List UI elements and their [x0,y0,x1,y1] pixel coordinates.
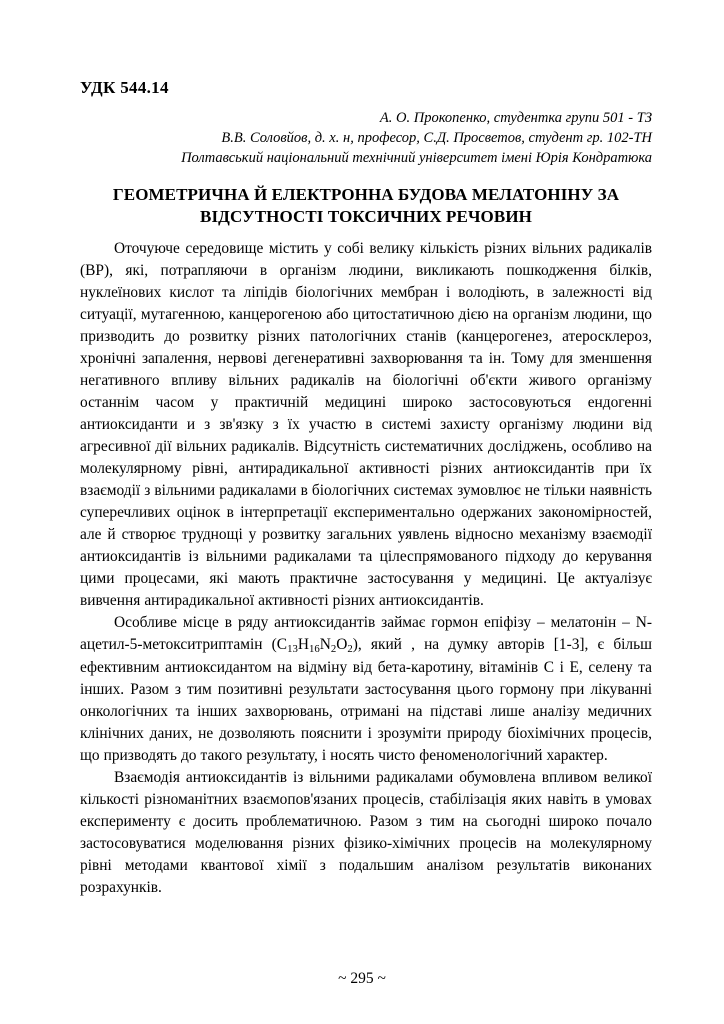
page-title: ГЕОМЕТРИЧНА Й ЕЛЕКТРОННА БУДОВА МЕЛАТОНІНУ ЗА ВІДСУТНОСТІ ТОКСИЧНИХ РЕЧОВИН [112,185,620,226]
affiliation-line: Полтавський національний технічний університет імені Юрія Кондратюка [181,150,652,166]
authors-block [80,108,652,168]
author-line-1: А. О. Прокопенко, студентка групи 501 - ТЗ [379,110,652,126]
page-number: ~ 295 ~ [338,970,386,987]
paragraph-2-part-b: , який , на думку авторів [1-3], є більш ефективним антиоксидантом на відміну від бета-каротину, вітамінів С і Е, селену та інших. Разом з тим позитивні результати застосування цього гормону при лікуванні онкологічних та інших захворювань, отримані на підставі лише аналізу медичних клінічних даних, не дозволяють пояснити і зрозуміти природу біохімічних процесів, що призводять до такого результату, і носять чисто феноменологічний характер. [80,635,652,765]
chemical-formula: $(C_{13}H_{16}N_2O_2)$ [271,635,358,655]
paragraph-2 [80,612,652,768]
author-line-2: В.В. Соловйов, д. х. н, професор, С.Д. Просветов, студент гр. 102-ТН [221,130,652,146]
paragraph-3: Взаємодія антиоксидантів із вільними радикалами обумовлена впливом великої кількості різноманітних взаємопов'язаних процесів, стабілізація яких навіть в умовах експерименту є досить проблематичною. Разом з тим на сьогодні широко почало застосовуватися моделювання різних фізико-хімічних процесів на молекулярному рівні методами квантової хімії з подальшим аналізом результатів виконаних розрахунків. [80,769,652,897]
paragraph-2-part-a: Особливе місце в ряду антиоксидантів займає гормон епіфізу – мелатонін – N-ацетил-5-метокситриптамін [80,613,652,653]
paragraph-1: Оточуюче середовище містить у собі велику кількість різних вільних радикалів (ВР), які, потрапляючи в організм людини, викликають пошкодження білків, нуклеїнових кислот та ліпідів біологічних мембран і володіють, в залежності від ситуації, мутагенною, канцерогеною або цитостатичною дією на організм людини, що призводить до розвитку різних патологічних станів (канцерогенез, атеросклероз, хронічні запалення, нервові дегенеративні захворювання та ін. Тому для зменшення негативного впливу вільних радикалів на біологічні об'єкти живого організму останнім часом у практичній медицині широко застосовуються ендогенні антиоксиданти и з зв'язку з їх участю в системі захисту організму людини від агресивної дії вільних радикалів. Відсутність систематичних досліджень, особливо на молекулярному рівні, антирадикальної активності різних антиоксидантів при їх взаємодії з вільними радикалами в біологічних системах зумовлює не тільки наявність суперечливих оцінок в інтерпретації експериментально одержаних закономірностей, але й створює труднощі у розвитку загальних уявлень відносно механізму взаємодії антиоксидантів із вільними радикалами та цілеспрямованого підходу до керування цими процесами, які мають практичне застосування у медицині. Це актуалізує вивчення антирадикальної активності різних антиоксидантів. [80,239,652,609]
body-text [80,238,652,900]
udk-code: УДК 544.14 [80,78,169,97]
